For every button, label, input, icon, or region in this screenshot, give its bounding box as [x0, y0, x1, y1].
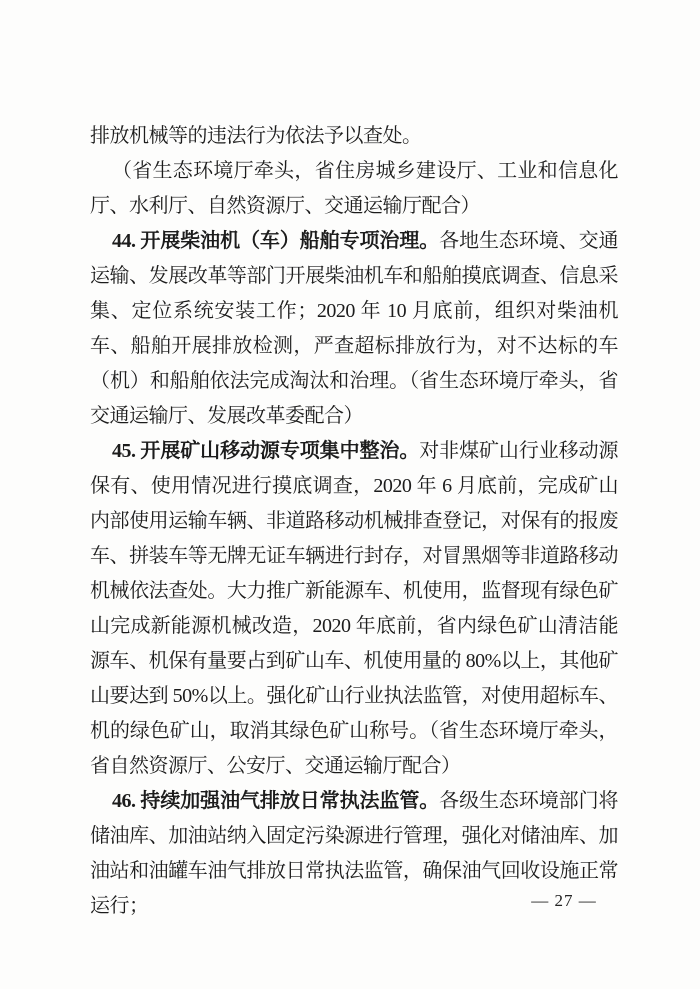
paragraph-body-45: 对非煤矿山行业移动源保有、使用情况进行摸底调查，2020 年 6 月底前，完成矿山内部使用运输车辆、非道路移动机械排查登记，对保有的报废车、拼装车等无牌无证车辆进行封存，对冒黑烟等非道路移动机械依法查处。大力推广新能源车、机使用，监督现有绿色矿山完成新能源机械改造，2020 年底前，省内绿色矿山清洁能源车、机保有量要占到矿山车、机使用量的 80%以上，其他矿山要达到 50%以上。强化矿山行业执法监管，对使用超标车、机的绿色矿山，取消其绿色矿山称号。（省生态环境厅牵头，省自然资源厅、公安厅、交通运输厅配合） — [90, 440, 618, 777]
page-number: — 27 — — [531, 891, 597, 910]
paragraph-text: （省生态环境厅牵头，省住房城乡建设厅、工业和信息化厅、水利厅、自然资源厅、交通运输厅配合） — [90, 160, 618, 217]
document-body — [90, 119, 618, 924]
paragraph-item-45 — [90, 434, 618, 784]
paragraph-continuation — [90, 119, 618, 154]
paragraph-item-44 — [90, 224, 618, 434]
paragraph-body-46: 各级生态环境部门将储油库、加油站纳入固定污染源进行管理，强化对储油库、加油站和油罐车油气排放日常执法监管，确保油气回收设施正常运行； — [90, 790, 619, 917]
paragraph-body-44: 各地生态环境、交通运输、发展改革等部门开展柴油机车和船舶摸底调查、信息采集、定位系统安装工作；2020 年 10 月底前，组织对柴油机车、船舶开展排放检测，严查超标排放行为，对不达标的车（机）和船舶依法完成淘汰和治理。（省生态环境厅牵头，省交通运输厅、发展改革委配合） — [90, 230, 619, 427]
paragraph-lead-44: 44. 开展柴油机（车）船舶专项治理。 — [112, 230, 440, 252]
paragraph-lead-46: 46. 持续加强油气排放日常执法监管。 — [112, 790, 440, 812]
paragraph-text: 排放机械等的违法行为依法予以查处。 — [90, 125, 422, 147]
paragraph-lead-45: 45. 开展矿山移动源专项集中整治。 — [112, 440, 420, 462]
paragraph-attribution — [90, 154, 618, 224]
